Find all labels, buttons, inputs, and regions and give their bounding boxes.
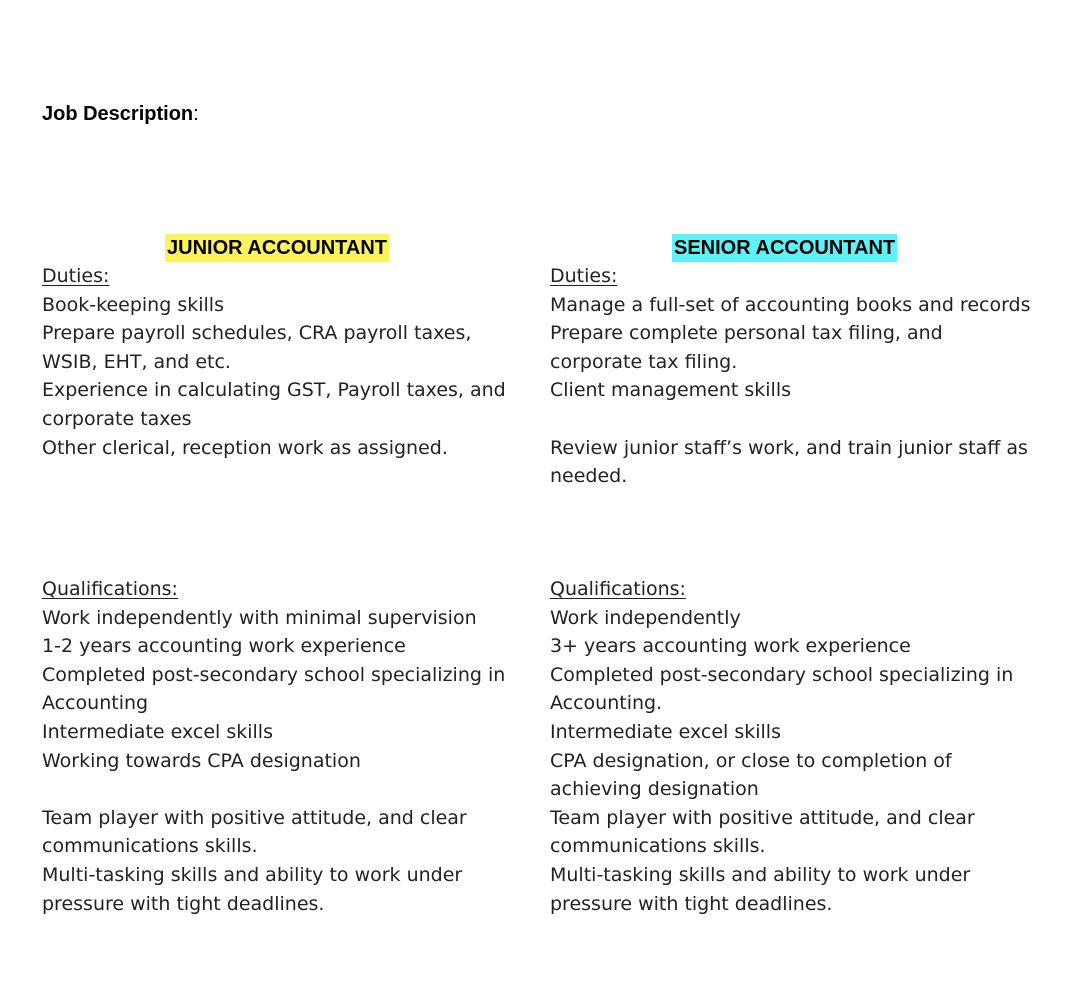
junior-qualification-line: Team player with positive attitude, and clear xyxy=(42,806,467,829)
junior-qualification-line: Completed post-secondary school specializing in xyxy=(42,663,506,686)
junior-qualification-line: pressure with tight deadlines. xyxy=(42,892,325,915)
junior-accountant-title: JUNIOR ACCOUNTANT xyxy=(165,234,389,262)
senior-qualification-line: Accounting. xyxy=(550,692,663,715)
senior-qualification-line: 3+ years accounting work experience xyxy=(550,635,911,658)
senior-qualification-line: CPA designation, or close to completion of xyxy=(550,749,952,772)
senior-qualification-line: Work independently xyxy=(550,606,741,629)
junior-duty-line: Other clerical, reception work as assigned. xyxy=(42,436,448,459)
page-title-label: Job Description xyxy=(42,103,194,125)
senior-duty-line: Client management skills xyxy=(550,379,791,402)
junior-qualifications-heading: Qualifications: xyxy=(42,578,178,600)
junior-duty-line: Experience in calculating GST, Payroll taxes, and xyxy=(42,379,506,402)
senior-duty-line: Review junior staff’s work, and train junior staff as xyxy=(550,436,1028,459)
senior-qualification-line: Completed post-secondary school specializing in xyxy=(550,663,1014,686)
junior-duty-line: corporate taxes xyxy=(42,407,192,430)
junior-qualification-line: Work independently with minimal supervision xyxy=(42,606,477,629)
senior-duties-section xyxy=(550,262,1031,491)
senior-accountant-title: SENIOR ACCOUNTANT xyxy=(672,234,897,262)
senior-duty-line: needed. xyxy=(550,465,628,488)
senior-duty-line-spacer xyxy=(550,405,1031,434)
senior-duty-line: Prepare complete personal tax filing, and xyxy=(550,322,943,345)
senior-qualification-line: Intermediate excel skills xyxy=(550,720,781,743)
junior-qualification-line: 1-2 years accounting work experience xyxy=(42,635,406,658)
junior-qualifications-section xyxy=(42,575,505,918)
junior-duties-section xyxy=(42,262,506,462)
senior-qualifications-section xyxy=(550,575,1013,918)
senior-qualification-line: Team player with positive attitude, and clear xyxy=(550,806,975,829)
senior-qualification-line: pressure with tight deadlines. xyxy=(550,892,833,915)
senior-qualifications-heading: Qualifications: xyxy=(550,578,686,600)
junior-qualification-line: communications skills. xyxy=(42,835,258,858)
senior-qualification-line: Multi-tasking skills and ability to work under xyxy=(550,863,971,886)
senior-qualification-line: achieving designation xyxy=(550,778,759,801)
junior-duty-line: WSIB, EHT, and etc. xyxy=(42,350,231,373)
junior-duty-line: Prepare payroll schedules, CRA payroll taxes, xyxy=(42,322,472,345)
senior-duties-heading: Duties: xyxy=(550,265,618,287)
page-title xyxy=(42,103,199,126)
junior-qualification-line-spacer xyxy=(42,775,505,804)
junior-duty-line: Book-keeping skills xyxy=(42,293,224,316)
page-title-colon: : xyxy=(193,103,199,125)
senior-qualification-line: communications skills. xyxy=(550,835,766,858)
junior-qualification-line: Working towards CPA designation xyxy=(42,749,361,772)
junior-qualification-line: Accounting xyxy=(42,692,149,715)
senior-duty-line: Manage a full-set of accounting books and records xyxy=(550,293,1031,316)
junior-qualification-line: Multi-tasking skills and ability to work under xyxy=(42,863,463,886)
junior-qualification-line: Intermediate excel skills xyxy=(42,720,273,743)
junior-duties-heading: Duties: xyxy=(42,265,110,287)
senior-duty-line: corporate tax filing. xyxy=(550,350,738,373)
